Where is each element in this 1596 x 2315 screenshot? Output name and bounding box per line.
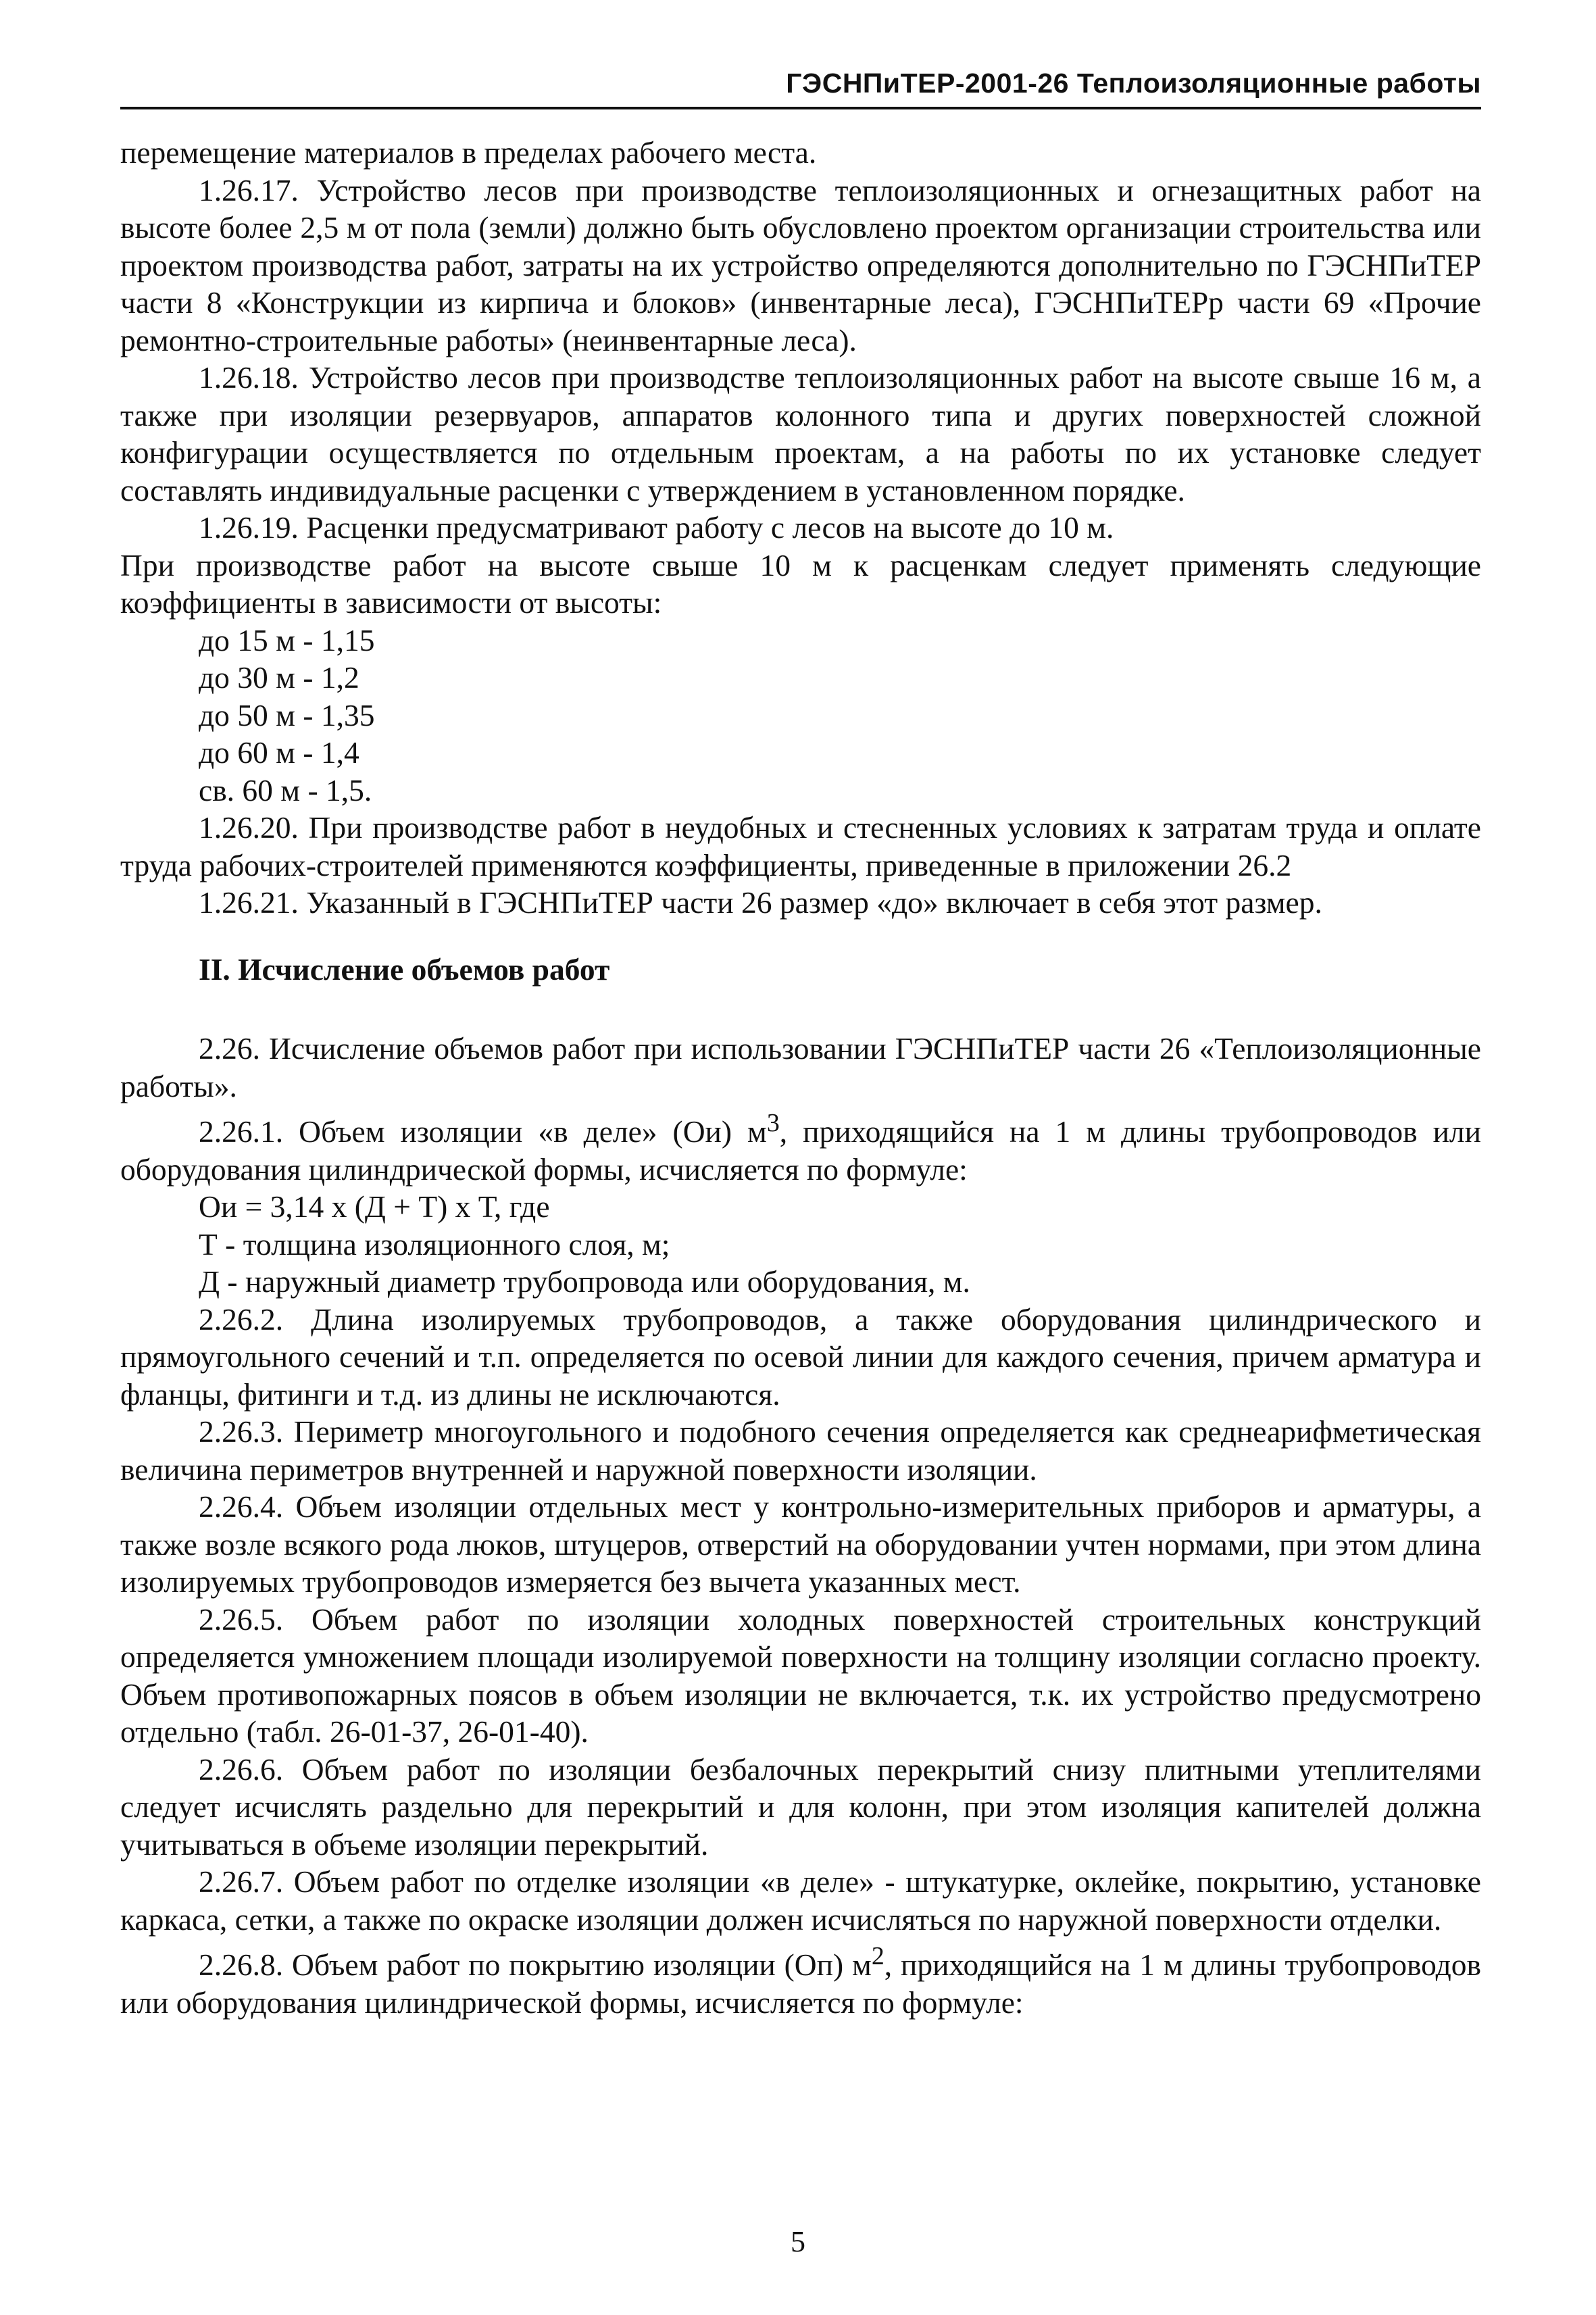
superscript-2: 2 xyxy=(871,1942,884,1971)
coefficient-item: до 15 м - 1,15 xyxy=(199,622,375,657)
paragraph-1-26-21: 1.26.21. Указанный в ГЭСНПиТЕР части 26 размер «до» включает в себя этот размер. xyxy=(199,885,1322,920)
coefficient-item: до 50 м - 1,35 xyxy=(199,697,375,732)
paragraph-1-26-17: 1.26.17. Устройство лесов при производстве теплоизоляционных и огнезащитных работ на высоте более 2,5 м от пола (земли) должно быть обусловлено проектом организации строительства или проектом производства работ, затраты на их устройство определяются дополнительно по ГЭСНПиТЕР части 8 «Конструкции из кирпича и блоков» (инвентарные леса), ГЭСНПиТЕРр части 69 «Прочие ремонтно-строительные работы» (неинвентарные леса). xyxy=(120,172,1481,357)
paragraph-2-26: 2.26. Исчисление объемов работ при использовании ГЭСНПиТЕР части 26 «Теплоизоляционные работы». xyxy=(120,1031,1481,1103)
paragraph-2-26-1: 2.26.1. Объем изоляции «в деле» (Ои) $м^3$, приходящийся на 1 м длины трубопроводов или оборудования цилиндрической формы, исчисляется по формуле: xyxy=(120,1109,1481,1187)
coefficient-item: до 30 м - 1,2 xyxy=(199,660,359,695)
paragraph-2-26-8: 2.26.8. Объем работ по покрытию изоляции (Оп) $м^2$, приходящийся на 1 м длины трубопроводов или оборудования цилиндрической формы, исчисляется по формуле: xyxy=(120,1942,1481,2020)
definition-d: Д - наружный диаметр трубопровода или оборудования, м. xyxy=(199,1264,970,1299)
paragraph-1-26-18: 1.26.18. Устройство лесов при производстве теплоизоляционных работ на высоте свыше 16 м, а также при изоляции резервуаров, аппаратов колонного типа и других поверхностей сложной конфигурации осуществляется по отдельным проектам, а на работы по их установке следует составлять индивидуальные расценки с утверждением в установленном порядке. xyxy=(120,360,1481,507)
paragraph-height-coefficients: При производстве работ на высоте свыше 10 м к расценкам следует применять следующие коэффициенты в зависимости от высоты: xyxy=(120,547,1481,620)
paragraph-2-26-6: 2.26.6. Объем работ по изоляции безбалочных перекрытий снизу плитными утеплителями следует исчислять раздельно для перекрытий и для колонн, при этом изоляция капителей должна учитываться в объеме изоляции перекрытий. xyxy=(120,1751,1481,1862)
page-number: 5 xyxy=(791,2225,805,2258)
header-title: ГЭСНПиТЕР-2001-26 Теплоизоляционные работы xyxy=(786,68,1481,99)
section-heading: II. Исчисление объемов работ xyxy=(199,951,610,987)
paragraph-2-26-7: 2.26.7. Объем работ по отделке изоляции «в деле» - штукатурке, оклейке, покрытию, установке каркаса, сетки, а также по окраске изоляции должен исчисляться по наружной поверхности отделки. xyxy=(120,1864,1481,1937)
formula-volume: Ои = 3,14 х (Д + Т) х Т, где xyxy=(199,1189,550,1224)
page-body xyxy=(120,134,1481,2021)
paragraph-2-26-3: 2.26.3. Периметр многоугольного и подобного сечения определяется как среднеарифметическая величина периметров внутренней и наружной поверхности изоляции. xyxy=(120,1414,1481,1487)
paragraph-2-26-5: 2.26.5. Объем работ по изоляции холодных поверхностей строительных конструкций определяется умножением площади изолируемой поверхности на толщину изоляции согласно проекту. Объем противопожарных поясов в объем изоляции не включается, т.к. их устройство предусмотрено отдельно (табл. 26-01-37, 26-01-40). xyxy=(120,1601,1481,1749)
paragraph-1-26-19: 1.26.19. Расценки предусматривают работу с лесов на высоте до 10 м. xyxy=(199,510,1114,545)
superscript-3: 3 xyxy=(766,1109,780,1137)
paragraph-continuation: перемещение материалов в пределах рабочего места. xyxy=(120,135,817,170)
coefficient-list xyxy=(120,622,1481,810)
definition-t: Т - толщина изоляционного слоя, м; xyxy=(199,1226,670,1262)
coefficient-item: до 60 м - 1,4 xyxy=(199,735,359,770)
paragraph-2-26-2: 2.26.2. Длина изолируемых трубопроводов, а также оборудования цилиндрического и прямоугольного сечений и т.п. определяется по осевой линии для каждого сечения, причем арматура и фланцы, фитинги и т.д. из длины не исключаются. xyxy=(120,1301,1481,1412)
running-header xyxy=(120,68,1481,109)
paragraph-2-26-4: 2.26.4. Объем изоляции отдельных мест у контрольно-измерительных приборов и арматуры, а также возле всякого рода люков, штуцеров, отверстий на оборудовании учтен нормами, при этом длина изолируемых трубопроводов измеряется без вычета указанных мест. xyxy=(120,1489,1481,1599)
coefficient-item: св. 60 м - 1,5. xyxy=(199,772,372,807)
paragraph-1-26-20: 1.26.20. При производстве работ в неудобных и стесненных условиях к затратам труда и оплате труда рабочих-строителей применяются коэффициенты, приведенные в приложении 26.2 xyxy=(120,810,1481,882)
